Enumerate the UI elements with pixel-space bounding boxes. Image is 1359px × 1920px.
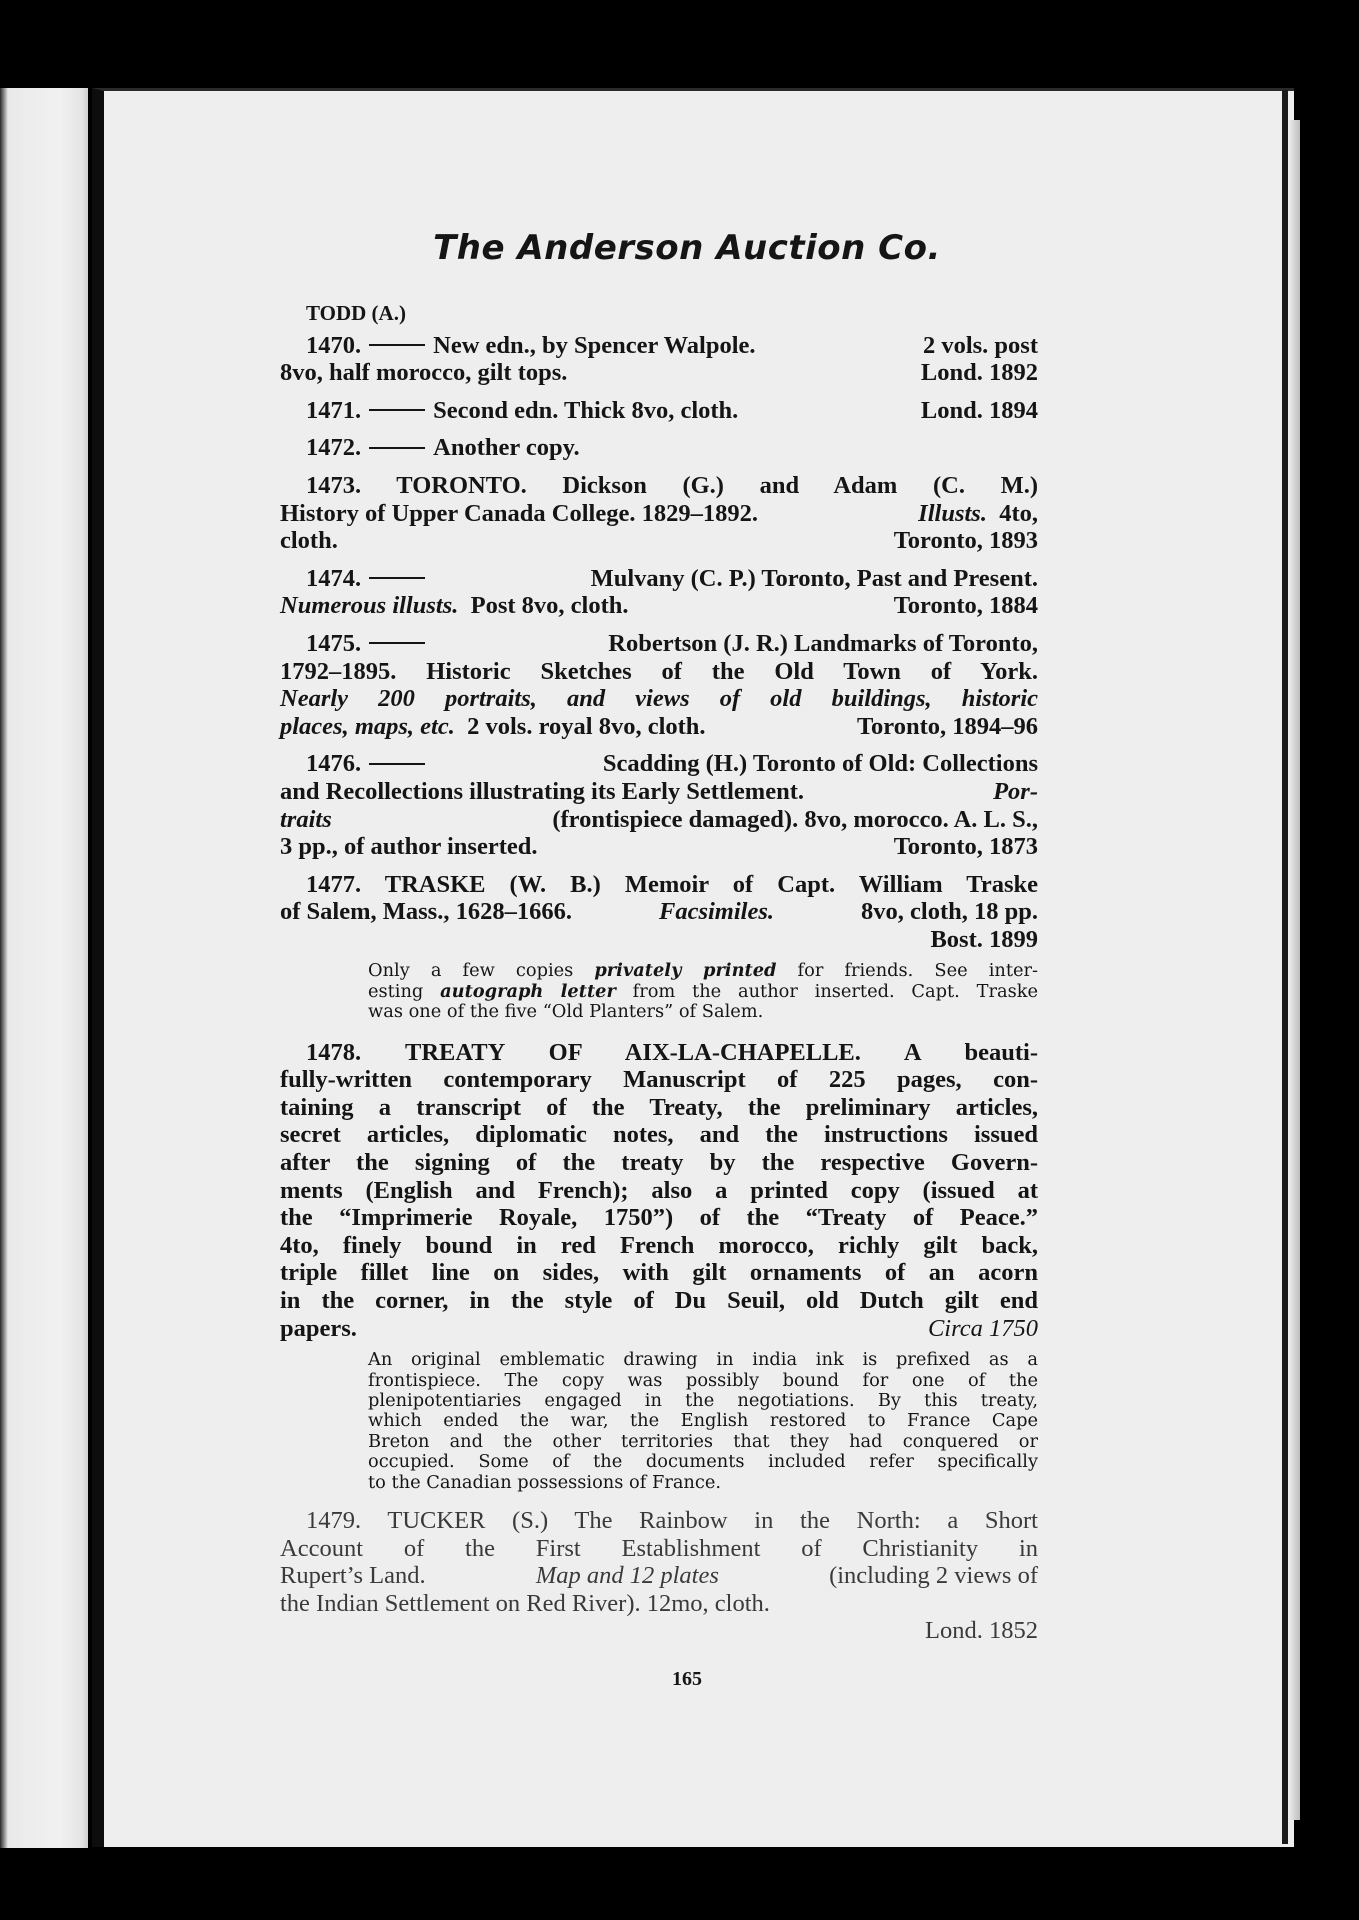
entry-text: Rupert’s Land. [280,1562,426,1590]
entry-text: Scadding (H.) Toronto of Old: Collections [602,750,1038,778]
entry-text: cloth. [280,527,338,555]
entry-text: Facsimiles. [658,898,774,926]
entry-1477 [280,871,1038,1023]
note-text: Only a few copies [368,960,574,982]
ditto-dash [369,763,425,765]
entry-text: of Salem, Mass., 1628–1666. [280,898,572,926]
catalogue-content [280,300,1038,1645]
entry-text: 1473. TORONTO. Dickson (G.) and Adam (C. M.) [306,471,1038,499]
entry-number: 1474. [306,564,362,592]
note-text: for friends. See inter- [797,960,1039,982]
entry-text: ments (English and French); also a printed copy (issued at [280,1176,1038,1204]
note-text: occupied. Some of the documents included refer specifically [368,1451,1038,1473]
note-text: autograph letter [440,980,616,1002]
entry-text: traits [280,805,332,833]
entry-text: 2 vols. post [922,331,1038,359]
entry-text: Map and 12 plates [535,1562,719,1590]
entry-text: Robertson (J. R.) Landmarks of Toronto, [608,629,1038,657]
ditto-dash [369,642,425,644]
entry-text: papers. [280,1314,357,1342]
imprint: Toronto, 1894–96 [856,712,1038,740]
imprint: Toronto, 1884 [893,592,1038,620]
note-text: plenipotentiaries engaged in the negotiations. By this treaty, [368,1390,1038,1412]
entry-text: 1792–1895. Historic Sketches of the Old Town of York. [280,657,1038,685]
note-text: from the author inserted. Capt. Traske [632,980,1038,1002]
imprint: Lond. 1894 [920,396,1038,424]
entry-text: triple fillet line on sides, with gilt ornaments of an acorn [280,1259,1038,1287]
entry-note [280,961,1038,1022]
right-page-edge [1288,120,1300,1820]
note-text: An original emblematic drawing in india ink is prefixed as a [368,1349,1038,1371]
entry-text: Mulvany (C. P.) Toronto, Past and Present. [590,564,1038,592]
note-text: esting [368,980,424,1002]
ditto-dash [369,577,425,579]
note-text: privately printed [594,960,777,982]
entry-text: Illusts. [918,499,987,527]
entry-number: 1472. [306,434,362,462]
entry-1476 [280,750,1038,860]
entry-1473 [280,472,1038,555]
entry-text: 8vo, cloth, 18 pp. [861,898,1038,926]
entry-text: Another copy. [433,434,580,462]
entry-note [280,1350,1038,1493]
entry-text: New edn., by Spencer Walpole. [433,331,756,359]
author-heading: TODD (A.) [306,301,406,325]
entry-number: 1476. [306,750,362,778]
entry-number: 1470. [306,331,362,359]
entry-text: 3 pp., of author inserted. [280,833,538,861]
entry-text: 1477. TRASKE (W. B.) Memoir of Capt. William Traske [306,870,1038,898]
entry-1479 [280,1507,1038,1645]
entry-text: 4to, [999,499,1038,527]
note-text: frontispiece. The copy was possibly bound for one of the [368,1369,1038,1391]
imprint: Circa 1750 [927,1314,1038,1342]
imprint: Toronto, 1893 [893,527,1038,555]
note-text: which ended the war, the English restored to France Cape [368,1410,1038,1432]
entry-text: after the signing of the treaty by the respective Govern- [280,1149,1038,1177]
ditto-dash [369,447,425,449]
entry-text: secret articles, diplomatic notes, and the instructions issued [280,1121,1038,1149]
entry-text: Por- [993,777,1038,805]
entry-number: 1471. [306,396,362,424]
entry-text: 8vo, half morocco, gilt tops. [280,359,568,387]
entry-text: (frontispiece damaged). 8vo, morocco. A. L. S., [552,805,1038,833]
left-page-edge [0,88,88,1848]
entry-text: in the corner, in the style of Du Seuil, old Dutch gilt end [280,1287,1038,1315]
entry-text: places, maps, etc. [280,712,455,740]
entry-text: Second edn. Thick 8vo, cloth. [433,396,739,424]
entry-text: Nearly 200 portraits, and views of old buildings, historic [280,685,1038,713]
note-text: was one of the five “Old Planters” of Salem. [368,1001,764,1023]
entry-1472 [280,434,1038,462]
entry-1478 [280,1039,1038,1493]
entry-text: Post 8vo, cloth. [470,592,629,620]
entry-1475 [280,630,1038,740]
entry-text: 1478. TREATY OF AIX-LA-CHAPELLE. A beauti- [306,1038,1038,1066]
entry-text: (including 2 views of [829,1562,1038,1590]
entry-text: fully-written contemporary Manuscript of 225 pages, con- [280,1066,1038,1094]
imprint: Lond. 1892 [920,359,1038,387]
entry-text: Account of the First Establishment of Christianity in [280,1534,1038,1562]
note-text: Breton and the other territories that they had conquered or [368,1430,1038,1452]
entry-text: Numerous illusts. [280,592,459,620]
entry-1474 [280,565,1038,620]
page-header-title: The Anderson Auction Co. [433,228,941,268]
entry-text: 2 vols. royal 8vo, cloth. [467,712,706,740]
entry-text: the “Imprimerie Royale, 1750”) of the “Treaty of Peace.” [280,1204,1038,1232]
entry-text: 1479. TUCKER (S.) The Rainbow in the North: a Short [306,1507,1038,1535]
ditto-dash [369,344,425,346]
imprint: Bost. 1899 [930,925,1038,953]
entry-text: History of Upper Canada College. 1829–1892. [280,499,758,527]
entry-number: 1475. [306,629,362,657]
imprint: Lond. 1852 [925,1617,1038,1645]
entry-text: and Recollections illustrating its Early Settlement. [280,777,804,805]
entry-1471 [280,397,1038,425]
imprint: Toronto, 1873 [893,833,1038,861]
entry-1470 [280,332,1038,387]
note-text: to the Canadian possessions of France. [368,1471,722,1493]
entry-text: 4to, finely bound in red French morocco, richly gilt back, [280,1231,1038,1259]
entry-text: the Indian Settlement on Red River). 12mo, cloth. [280,1589,770,1617]
page-number: 165 [672,1668,702,1690]
entry-text: taining a transcript of the Treaty, the preliminary articles, [280,1093,1038,1121]
ditto-dash [369,409,425,411]
